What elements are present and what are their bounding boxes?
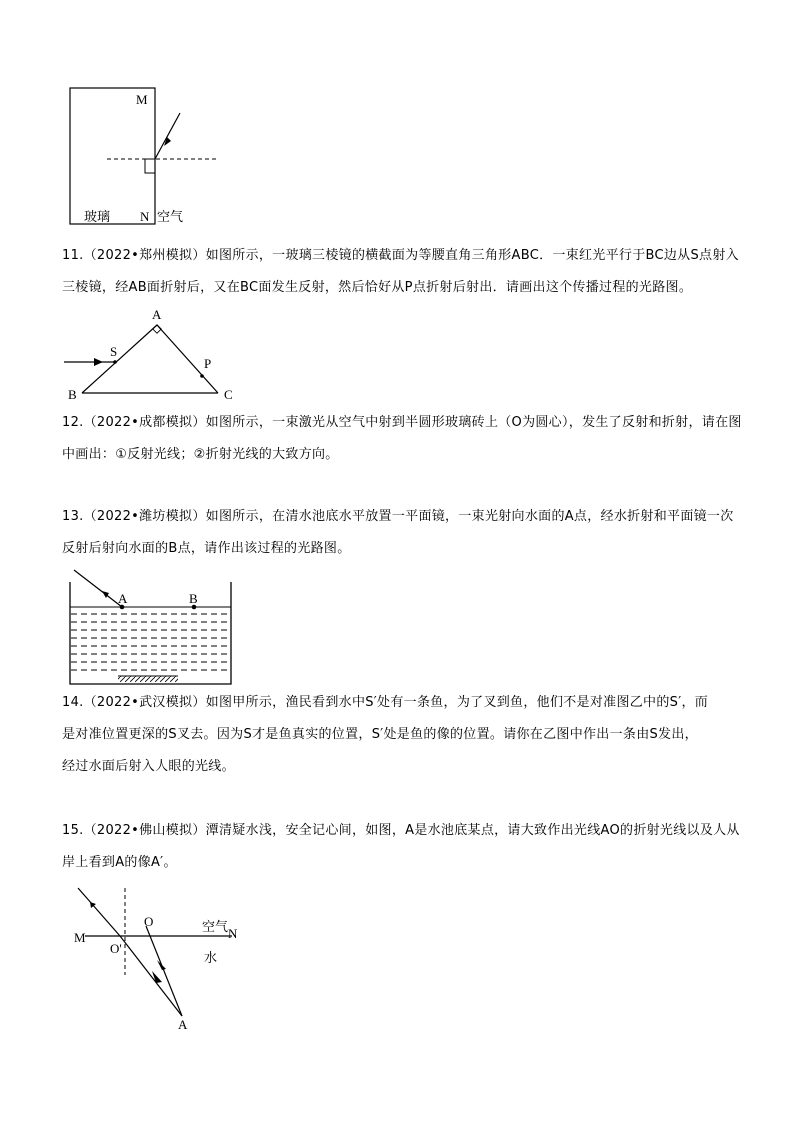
q11-source: （2022•郑州模拟）	[83, 248, 206, 263]
water-body	[71, 609, 230, 677]
incident-ray	[155, 113, 180, 159]
pond-refraction-figure	[60, 880, 260, 1030]
ray-ao-prime	[120, 936, 182, 1016]
q13-line1: 如图所示，在清水池底水平放置一平面镜，一束光射向水面的A点，经水折射和平面镜一次	[205, 509, 734, 524]
label-o: O	[144, 914, 154, 929]
point-p	[200, 374, 204, 378]
label-c: C	[224, 387, 233, 402]
question-14	[62, 687, 752, 783]
q12-number: 12.	[62, 415, 84, 430]
label-a: A	[178, 1017, 188, 1032]
q15-line1: 潭清疑水浅，安全记心间，如图，A是水池底某点，请大致作出光线AO的折射光线以及人从	[205, 823, 740, 838]
q11-line1: 如图所示，一玻璃三棱镜的横截面为等腰直角三角形ABC．一束红光平行于BC边从S点射入	[205, 248, 739, 263]
label-air: 空气	[202, 920, 229, 935]
label-o-prime: O'	[110, 941, 122, 956]
q14-number: 14.	[62, 695, 84, 710]
label-m: M	[136, 92, 148, 107]
label-glass: 玻璃	[84, 210, 111, 225]
glass-refraction-figure	[60, 80, 240, 230]
q15-line2: 岸上看到A的像A′。	[62, 855, 177, 870]
q14-line1: 如图甲所示，渔民看到水中S′处有一条鱼，为了叉到鱼，他们不是对准图乙中的S′，而	[205, 695, 709, 710]
q12-line1: 如图所示，一束激光从空气中射到半圆形玻璃砖上（O为圆心），发生了反射和折射，请在图	[205, 415, 742, 430]
arrow-2	[157, 960, 166, 970]
label-n: N	[228, 926, 238, 941]
q14-line2: 是对准位置更深的S叉去。因为S才是鱼真实的位置，S′处是鱼的像的位置。请你在乙图中作出一条由S发出，	[62, 727, 698, 742]
point-s	[113, 360, 117, 364]
prism-figure	[60, 305, 250, 405]
side-ab	[82, 325, 157, 393]
question-11	[62, 240, 752, 304]
glass-block	[70, 88, 155, 224]
q14-source: （2022•武汉模拟）	[83, 695, 206, 710]
label-a: A	[118, 591, 128, 606]
label-b: B	[68, 387, 77, 402]
ray-arrow	[94, 358, 103, 366]
q13-number: 13.	[62, 509, 84, 524]
q13-source: （2022•潍坊模拟）	[83, 509, 206, 524]
label-water: 水	[204, 951, 218, 966]
refracted-ray	[78, 888, 120, 936]
q14-line3: 经过水面后射入人眼的光线。	[62, 759, 235, 774]
label-p: P	[204, 356, 212, 371]
label-b: B	[189, 591, 198, 606]
water-tank-figure	[60, 562, 250, 692]
q12-source: （2022•成都模拟）	[83, 415, 206, 430]
label-m: M	[74, 930, 86, 945]
label-n: N	[140, 209, 150, 224]
incident-ray	[74, 570, 122, 607]
label-a: A	[152, 307, 162, 322]
label-air: 空气	[157, 210, 184, 225]
plane-mirror	[118, 676, 178, 682]
q11-number: 11.	[62, 248, 84, 263]
question-12	[62, 407, 752, 471]
q13-line2: 反射后射向水面的B点，请作出该过程的光路图。	[62, 541, 351, 556]
ray-arrow	[102, 591, 109, 598]
q15-source: （2022•佛山模拟）	[83, 823, 206, 838]
question-15	[62, 815, 752, 879]
q15-number: 15.	[62, 823, 84, 838]
q11-line2: 三棱镜，经AB面折射后，又在BC面发生反射，然后恰好从P点折射后射出．请画出这个传播过程的光路图。	[62, 280, 693, 295]
q12-line2: 中画出：①反射光线；②折射光线的大致方向。	[62, 447, 339, 462]
ray-ao	[146, 926, 182, 1016]
label-s: S	[110, 344, 118, 359]
arrow-1	[152, 971, 162, 983]
right-angle-mark	[145, 159, 155, 173]
question-13	[62, 501, 752, 565]
